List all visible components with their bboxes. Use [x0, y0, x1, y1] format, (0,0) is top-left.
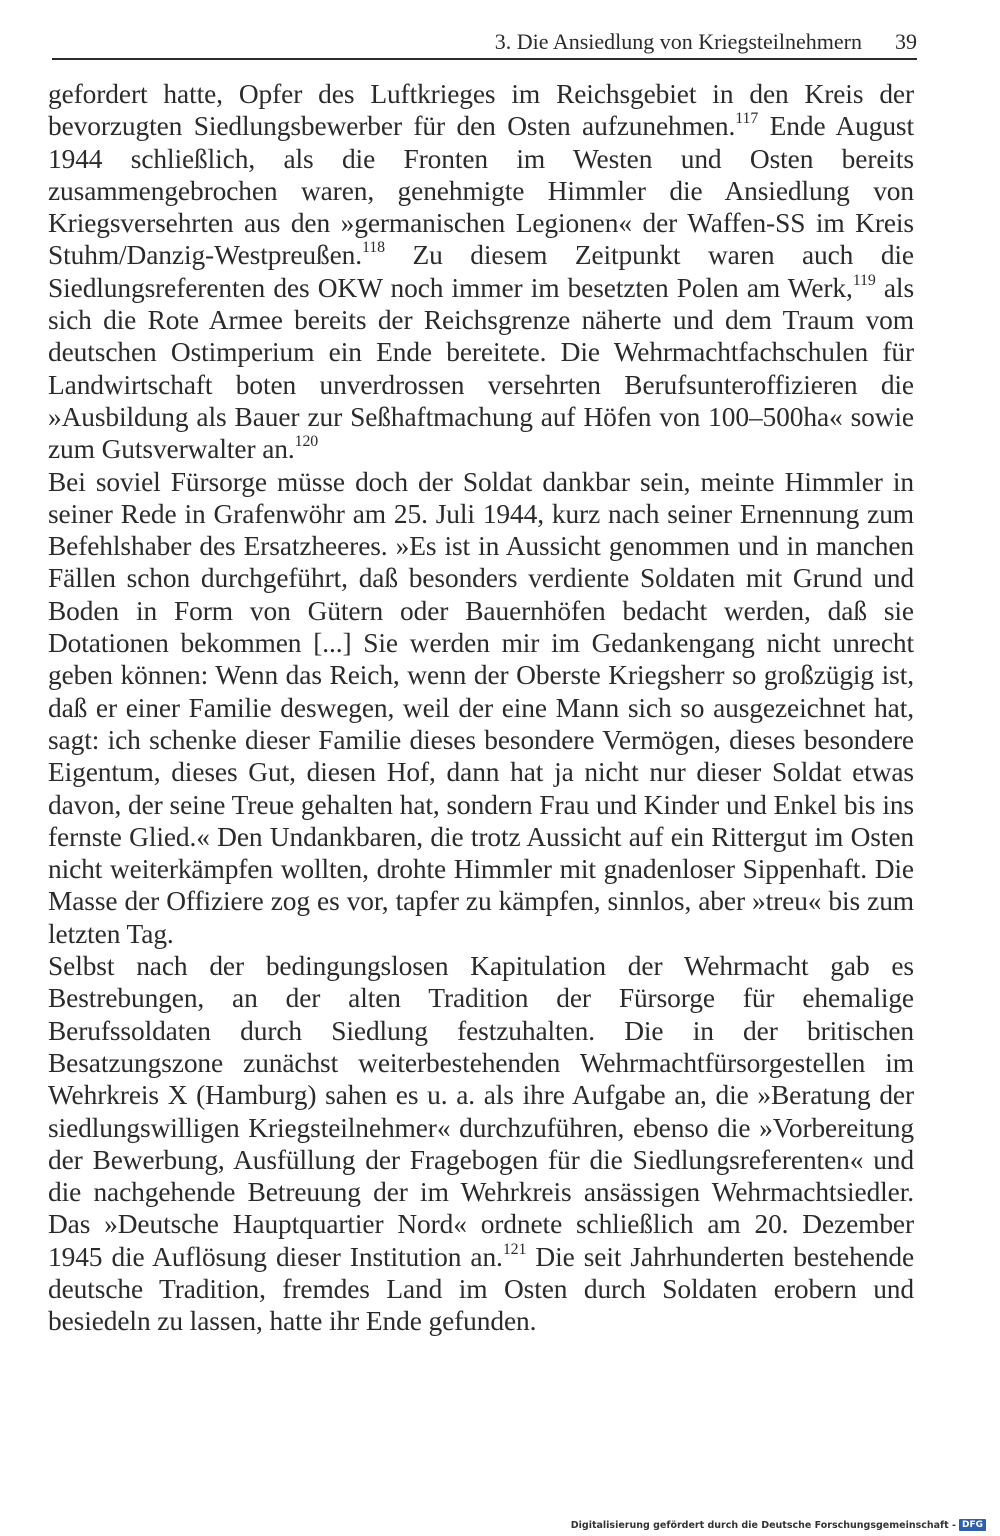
footnote-ref[interactable]: 120 — [294, 433, 319, 451]
footnote-ref[interactable]: 121 — [502, 1240, 527, 1258]
running-title: 3. Die Ansiedlung von Kriegsteilnehmern — [494, 29, 862, 54]
running-header — [52, 28, 917, 56]
text-span: Zu diesem Zeitpunkt waren auch die Siedlungsreferenten des OKW noch immer im besetzten Polen am Werk, — [48, 240, 914, 303]
footnote-ref[interactable]: 119 — [852, 271, 876, 289]
paragraph — [48, 950, 914, 1338]
digitization-footer — [571, 1519, 986, 1531]
body-text — [48, 78, 914, 1338]
footer-credit: Digitalisierung gefördert durch die Deutsche Forschungsgemeinschaft - — [570, 1519, 956, 1531]
paragraph — [48, 78, 914, 466]
text-span: gefordert hatte, Opfer des Luftkrieges im Reichsgebiet in den Kreis der bevorzugten Siedlungsbewerber für den Osten aufzunehmen. — [48, 79, 914, 142]
footnote-ref[interactable]: 117 — [735, 110, 759, 128]
text-span: Die seit Jahrhunderten bestehende deutsche Tradition, fremdes Land im Osten durch Soldaten erobern und besiedeln zu lassen, hatte ihr Ende gefunden. — [48, 1241, 914, 1337]
footnote-ref[interactable]: 118 — [362, 239, 385, 257]
text-span: als sich die Rote Armee bereits der Reichsgrenze näherte und dem Traum vom deutschen Ostimperium ein Ende bereitete. Die Wehrmachtfachschulen für Landwirtschaft boten unverdrossen versehrten Berufsunteroffizieren die »Ausbildung als Bauer zur Seßhaftmachung auf Höfen von 100–500ha« sowie zum Gutsverwalter an. — [48, 272, 915, 465]
text-span: Selbst nach der bedingungslosen Kapitulation der Wehrmacht gab es Bestrebungen, an der alten Tradition der Fürsorge für ehemalige Berufssoldaten durch Siedlung festzuhalten. Die in der britischen Besatzungszone zunächst weiterbestehenden Wehrmachtfürsorgestellen im Wehrkreis X (Hamburg) sahen es u. a. als ihre Aufgabe an, die »Beratung der siedlungswilligen Kriegsteilnehmer« durchzuführen, ebenso die »Vorbereitung der Bewerbung, Ausfüllung der Fragebogen für die Siedlungsreferenten« und die nachgehende Betreuung der im Wehrkreis ansässigen Wehrmachtsiedler. Das »Deutsche Hauptquartier Nord« ordnete schließlich am 20. Dezember 1945 die Auflösung dieser Institution an. — [48, 951, 914, 1272]
paragraph: Bei soviel Fürsorge müsse doch der Soldat dankbar sein, meinte Himmler in seiner Rede in Grafenwöhr am 25. Juli 1944, kurz nach seiner Ernennung zum Befehlshaber des Ersatzheeres. »Es ist in Aussicht genommen und in manchen Fällen schon durchgeführt, daß besonders verdiente Soldaten mit Grund und Boden in Form von Gütern oder Bauernhöfen bedacht werden, daß sie Dotationen bekommen [...] Sie werden mir im Gedankengang nicht unrecht geben können: Wenn das Reich, wenn der Oberste Kriegsherr so großzügig ist, daß er einer Familie deswegen, weil der eine Mann sich so ausgezeichnet hat, sagt: ich schenke dieser Familie dieses besondere Vermögen, dieses besondere Eigentum, dieses Gut, diesen Hof, dann hat ja nicht nur dieser Soldat etwas davon, der seine Treue gehalten hat, sondern Frau und Kinder und Enkel bis ins fernste Glied.« Den Undankbaren, die trotz Aussicht auf ein Rittergut im Osten nicht weiterkämpfen wollten, drohte Himmler mit gnadenloser Sippenhaft. Die Masse der Offiziere zog es vor, tapfer zu kämpfen, sinnlos, aber »treu« bis zum letzten Tag. — [48, 466, 914, 949]
page-number: 39 — [895, 29, 917, 54]
text-span: Ende August 1944 schließlich, als die Fronten im Westen und Osten bereits zusammengebrochen waren, genehmigte Himmler die Ansiedlung von Kriegsversehrten aus den »germanischen Legionen« der Waffen-SS im Kreis Stuhm/Danzig-Westpreußen. — [48, 111, 914, 271]
dfg-logo-icon: DFG — [959, 1519, 986, 1531]
header-rule — [52, 58, 917, 60]
